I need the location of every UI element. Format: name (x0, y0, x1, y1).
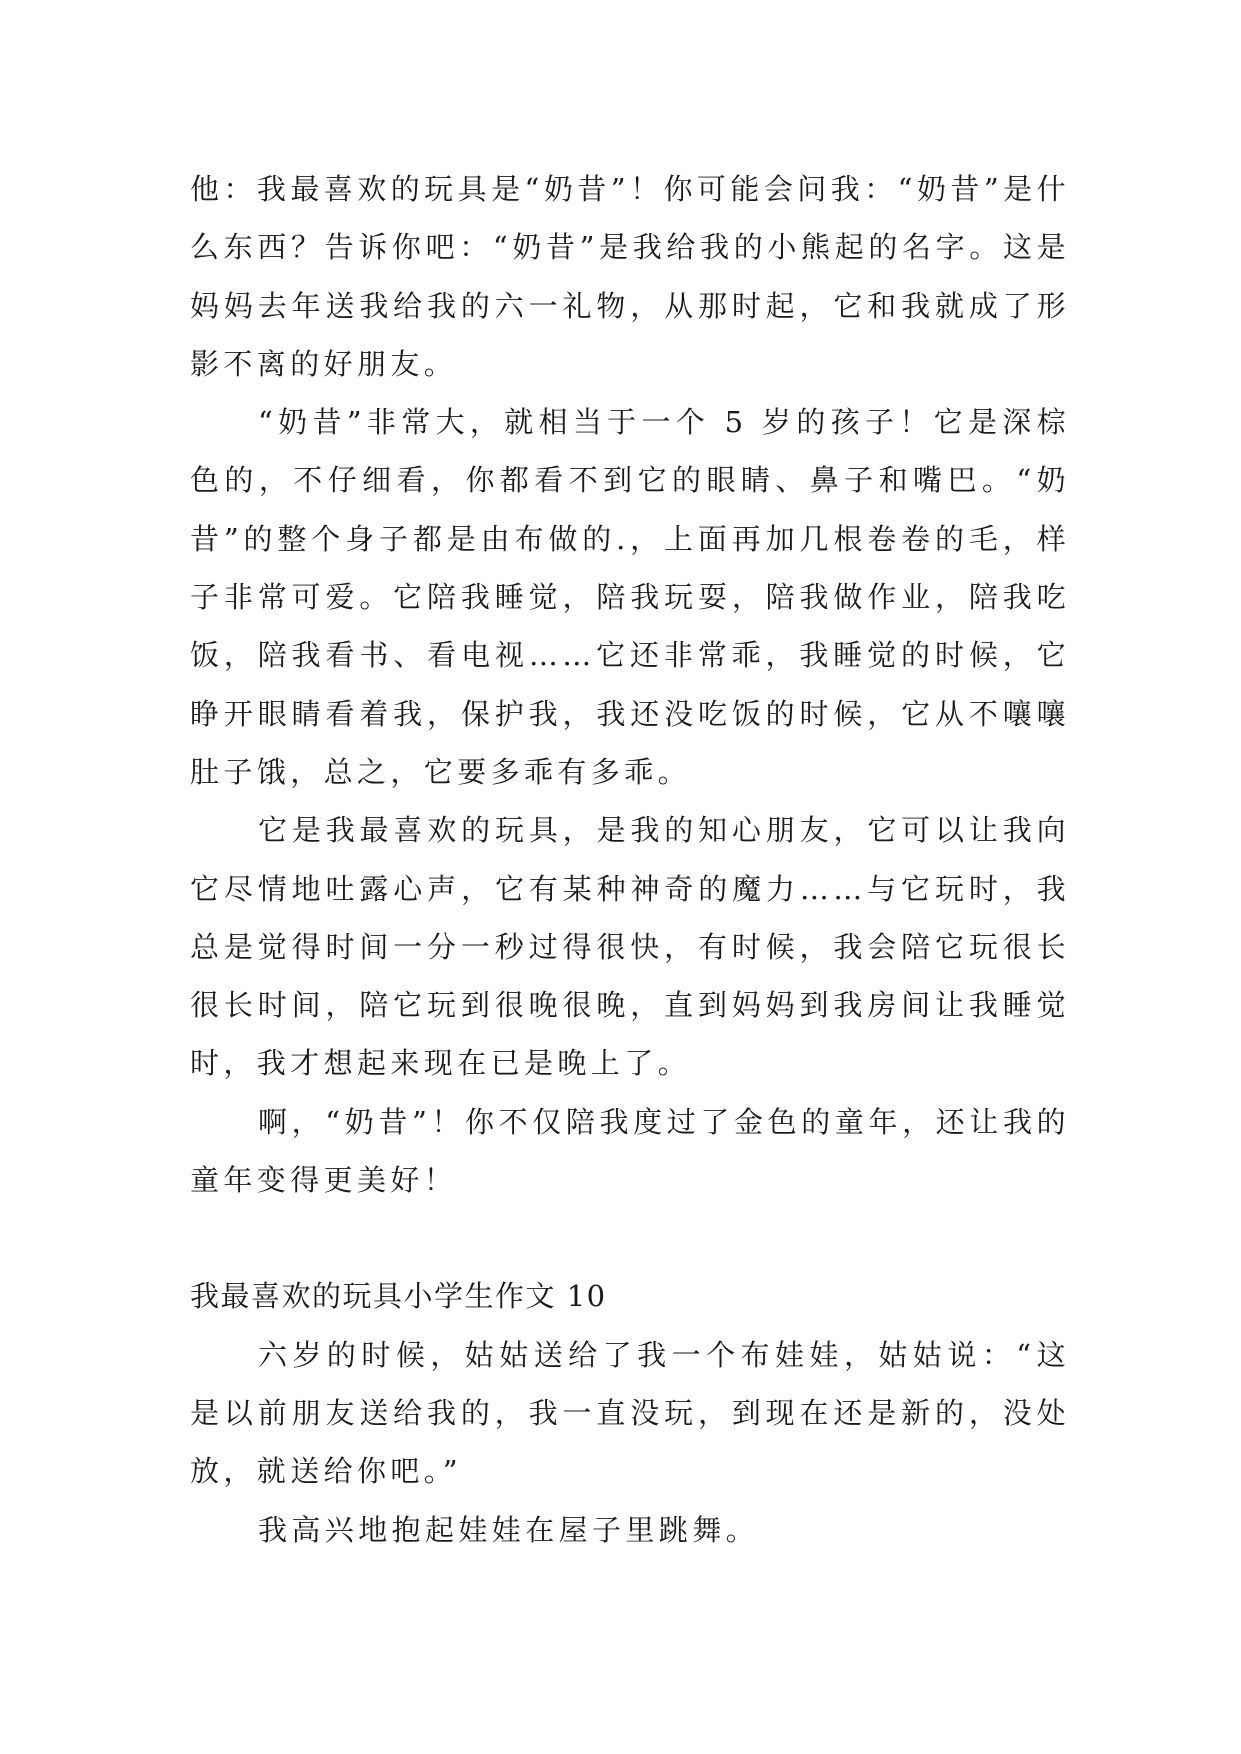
paragraph-dance: 我高兴地抱起娃娃在屋子里跳舞。 (258, 1512, 760, 1547)
paragraph-friendship: 它是我最喜欢的玩具，是我的知心朋友，它可以让我向它尽情地吐露心声，它有某种神奇的魔力……与它玩时，我总是觉得时间一分一秒过得很快，有时候，我会陪它玩很长很长时间，陪它玩到很晚很晚，直到妈妈到我房间让我睡觉时，我才想起来现在已是晚上了。 (190, 813, 1070, 1081)
essay-title: 我最喜欢的玩具小学生作文 10 (190, 1279, 607, 1314)
essay-text (190, 160, 1070, 1559)
paragraph-continuation: 他：我最喜欢的玩具是“奶昔”！你可能会问我：“奶昔”是什么东西？告诉你吧：“奶昔”是我给我的小熊起的名字。这是妈妈去年送我给我的六一礼物，从那时起，它和我就成了形影不离的好朋友。 (190, 172, 1070, 381)
paragraph-intro: 六岁的时候，姑姑送给了我一个布娃娃，姑姑说：“这是以前朋友送给我的，我一直没玩，到现在还是新的，没处放，就送给你吧。” (190, 1337, 1070, 1489)
paragraph-description: “奶昔”非常大，就相当于一个 5 岁的孩子！它是深棕色的，不仔细看，你都看不到它的眼睛、鼻子和嘴巴。“奶昔”的整个身子都是由布做的.，上面再加几根卷卷的毛，样子非常可爱。它陪我睡觉，陪我玩耍，陪我做作业，陪我吃饭，陪我看书、看电视……它还非常乖，我睡觉的时候，它睁开眼睛看着我，保护我，我还没吃饭的时候，它从不嚷嚷肚子饿，总之，它要多乖有多乖。 (190, 405, 1070, 789)
paragraph-conclusion: 啊，“奶昔”！你不仅陪我度过了金色的童年，还让我的童年变得更美好！ (190, 1104, 1070, 1198)
